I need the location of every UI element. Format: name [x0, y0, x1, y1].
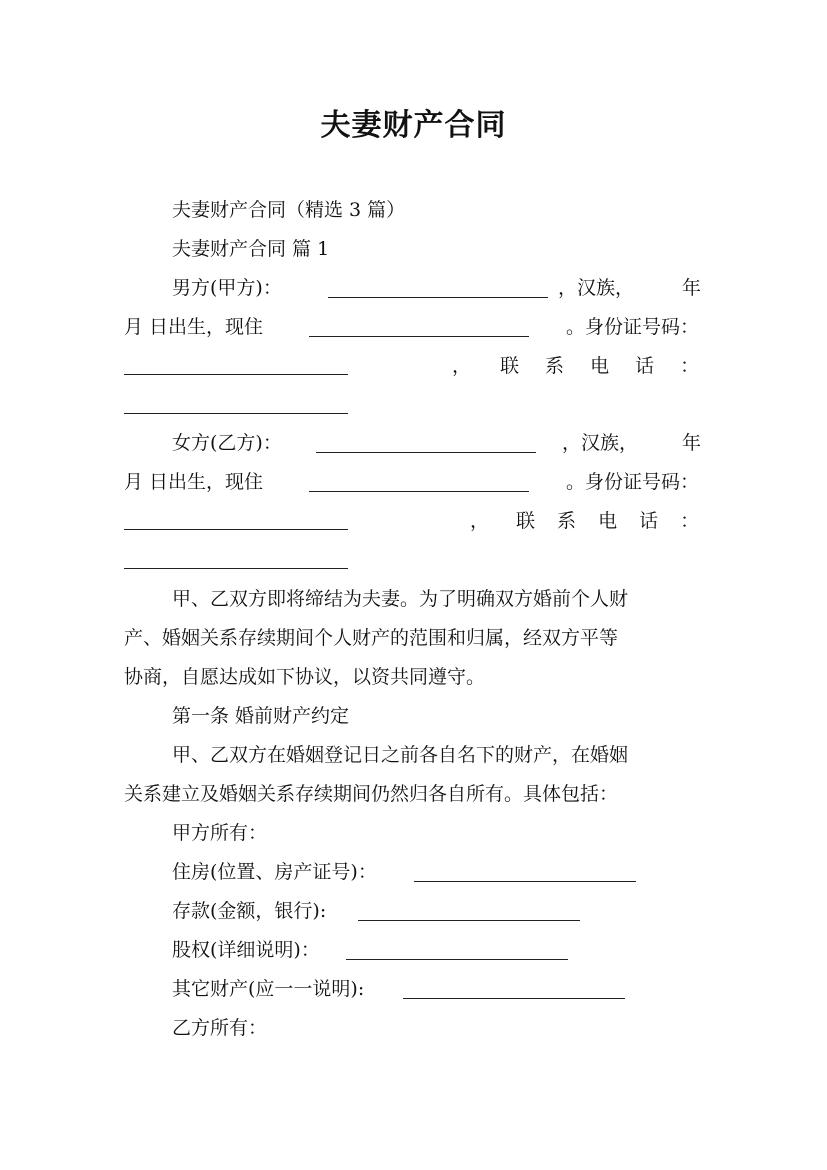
party-a-id-label: 。身份证号码： — [566, 316, 700, 338]
party-a-id-blank — [124, 374, 348, 375]
party-b-phone-label: 联 系 电 话 ： — [516, 510, 708, 532]
party-a-phone-sep: ， — [452, 355, 472, 377]
party-a-address-blank — [309, 336, 529, 337]
item-house-blank — [414, 881, 636, 882]
item-equity-blank — [346, 959, 568, 960]
intro-line-3: 协商，自愿达成如下协议，以资共同遵守。 — [124, 666, 486, 688]
party-a-ethnicity: ，汉族， — [558, 277, 635, 299]
item-house-label: 住房(位置、房产证号)： — [172, 861, 377, 883]
item-other-label: 其它财产(应一一说明): — [172, 978, 365, 1000]
party-a-name-blank — [328, 297, 548, 298]
clause-1-line-1: 甲、乙双方在婚姻登记日之前各自名下的财产，在婚姻 — [172, 744, 629, 766]
item-deposit-label: 存款(金额，银行): — [172, 900, 327, 922]
document-title: 夫妻财产合同 — [320, 108, 507, 143]
party-b-address-blank — [309, 491, 529, 492]
party-b-ethnicity: ，汉族， — [562, 432, 639, 454]
party-b-name-blank — [316, 452, 536, 453]
party-a-born: 月 日出生，现住 — [124, 316, 264, 338]
party-a-label: 男方(甲方)： — [172, 277, 282, 299]
party-a-owns: 甲方所有： — [172, 822, 268, 844]
intro-line-1: 甲、乙双方即将缔结为夫妻。为了明确双方婚前个人财 — [172, 588, 629, 610]
party-b-phone-blank — [124, 568, 348, 569]
party-b-id-blank — [124, 529, 348, 530]
item-equity-label: 股权(详细说明)： — [172, 939, 320, 961]
party-a-phone-blank — [124, 413, 348, 414]
party-b-id-label: 。身份证号码： — [566, 471, 700, 493]
party-b-owns: 乙方所有： — [172, 1017, 268, 1039]
item-deposit-blank — [358, 920, 580, 921]
document-subtitle: 夫妻财产合同（精选 3 篇） — [172, 199, 406, 221]
party-a-phone-label: 联 系 电 话 ： — [500, 355, 710, 377]
clause-1-heading: 第一条 婚前财产约定 — [172, 705, 350, 727]
party-b-label: 女方(乙方)： — [172, 432, 282, 454]
party-b-born: 月 日出生，现住 — [124, 471, 264, 493]
article-heading: 夫妻财产合同 篇 1 — [172, 238, 330, 260]
party-b-phone-sep: ， — [470, 510, 490, 532]
party-b-year: 年 — [682, 432, 702, 454]
intro-line-2: 产、婚姻关系存续期间个人财产的范围和归属，经双方平等 — [124, 627, 619, 649]
clause-1-line-2: 关系建立及婚姻关系存续期间仍然归各自所有。具体包括： — [124, 783, 619, 805]
party-a-year: 年 — [682, 277, 702, 299]
item-other-blank — [403, 998, 625, 999]
